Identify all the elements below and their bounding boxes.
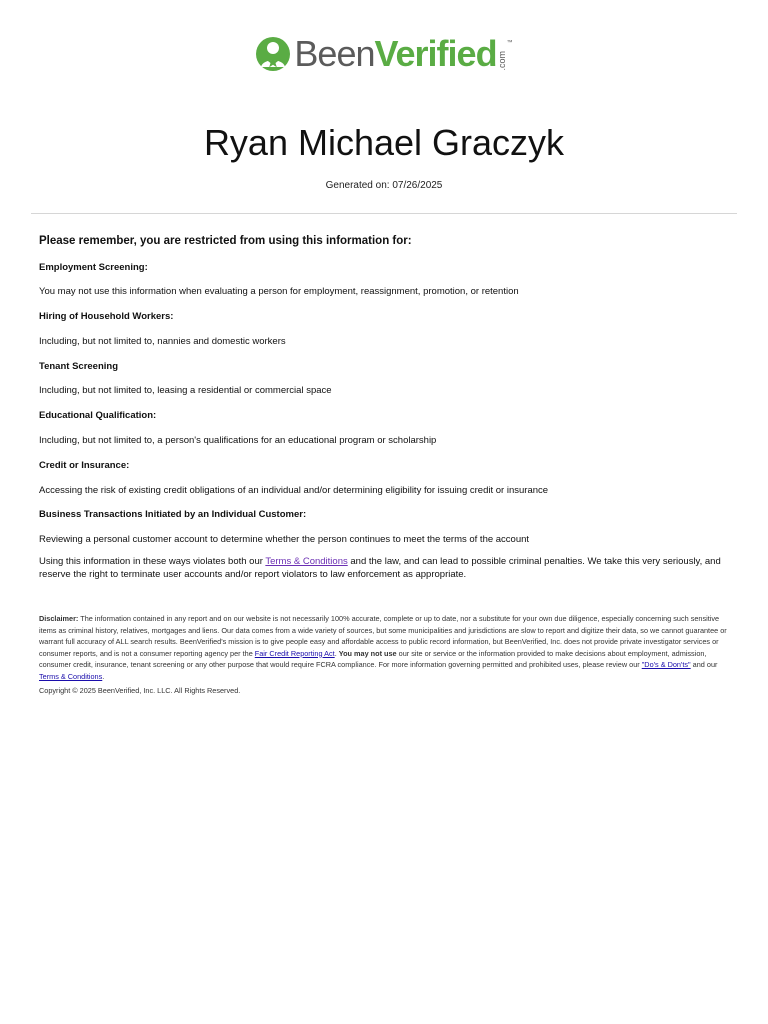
disclaimer-text: The information contained in any report and on our website is not necessarily 100% accurate, complete or up to date, nor a substitute for your own due diligence, especially concerning such sensitive items as criminal history, relatives, mortgages and liens. Our data comes from a wide variety of sources, but some municipalities and jurisdictions are slow to report and digitize their data, so we cannot guarantee or warrant full accuracy of ALL search results. BeenVerified's mission is to give people easy and affordable access to public record information, but BeenVerified, Inc. does not provide private investigator services or consumer reports, and is not a consumer reporting agency per the (39, 614, 727, 658)
restriction-text: You may not use this information when evaluating a person for employment, reassignment, promotion, or retention (39, 286, 519, 297)
warning-suffix: and the law, and can lead to possible criminal penalties. We take this very seriously, and reserve the right to terminate user accounts and/or report violators to law enforcement as appropriate. (39, 556, 721, 580)
logo-been: Been (294, 33, 375, 74)
restriction-text: Accessing the risk of existing credit obligations of an individual and/or determining eligibility for issuing credit or insurance (39, 485, 549, 496)
logo-com: .com (496, 51, 507, 71)
disclaimer-text: . (334, 648, 339, 658)
disclaimer-label: Disclaimer: (39, 614, 79, 623)
generated-date: Generated on: 07/26/2025 (325, 180, 443, 191)
disclaimer-text: our site or service or the information provided to make decisions about employment, admission, consumer credit, insurance, tenant screening or any other purpose that would require FCRA compliance. For more information governing permitted and prohibited uses, please review our (39, 648, 707, 669)
divider (31, 213, 737, 214)
restriction-title: Employment Screening: (39, 262, 148, 273)
restriction-title: Tenant Screening (39, 361, 119, 372)
logo-wordmark (294, 33, 497, 74)
logo-trademark: ™ (506, 40, 513, 46)
restriction-text: Including, but not limited to, a person's qualifications for an educational program or scholarship (39, 435, 437, 446)
restriction-title: Educational Qualification: (39, 410, 157, 421)
terms-conditions-link[interactable]: Terms & Conditions (265, 556, 348, 567)
restriction-title: Credit or Insurance: (39, 460, 130, 471)
fcra-link[interactable]: Fair Credit Reporting Act (254, 648, 335, 658)
warning-prefix: Using this information in these ways violates both our (39, 556, 266, 567)
disclaimer-text: and our (690, 660, 718, 669)
logo-verified: Verified (374, 33, 497, 74)
disclaimer-bold: You may not use (338, 648, 397, 658)
person-star-logo-icon (255, 36, 291, 72)
restriction-text: Reviewing a personal customer account to determine whether the person continues to meet the terms of the account (39, 534, 530, 545)
disclaimer (39, 613, 729, 682)
usage-warning (39, 555, 739, 581)
dos-donts-link[interactable]: "Do's & Don'ts" (641, 660, 691, 669)
report-subject-name: Ryan Michael Graczyk (203, 122, 565, 163)
restrictions-heading: Please remember, you are restricted from using this information for: (39, 235, 412, 247)
restriction-text: Including, but not limited to, leasing a residential or commercial space (39, 385, 332, 396)
beenverified-logo (0, 33, 768, 74)
restriction-title: Hiring of Household Workers: (39, 311, 174, 322)
restriction-text: Including, but not limited to, nannies and domestic workers (39, 336, 286, 347)
disclaimer-text: . (102, 671, 105, 681)
disclaimer-terms-link[interactable]: Terms & Conditions (39, 671, 103, 681)
copyright: Copyright © 2025 BeenVerified, Inc. LLC. All Rights Reserved. (39, 686, 241, 695)
restriction-title: Business Transactions Initiated by an Individual Customer: (39, 509, 307, 520)
